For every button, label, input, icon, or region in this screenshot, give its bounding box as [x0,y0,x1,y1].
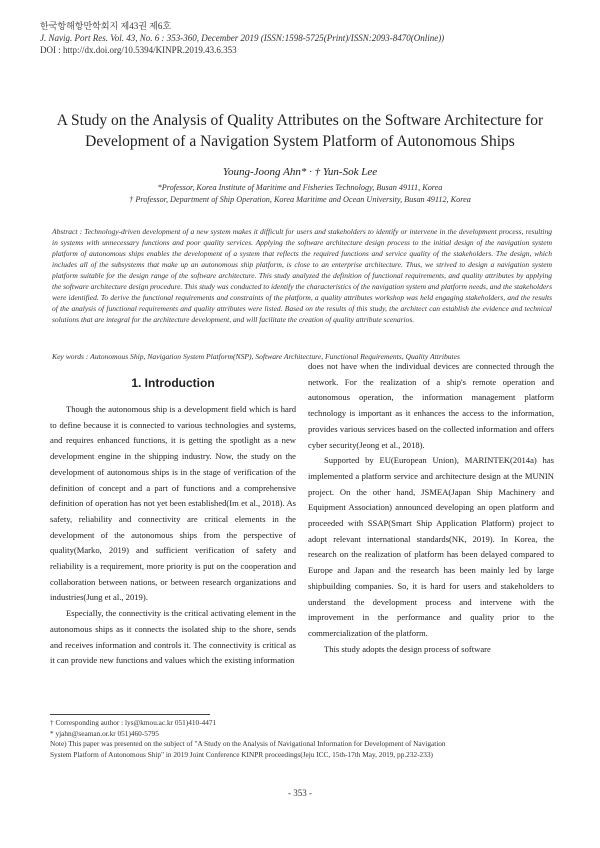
left-column [50,372,296,669]
paragraph: This study adopts the design process of software [324,643,491,654]
journal-citation: J. Navig. Port Res. Vol. 43, No. 6 : 353-360, December 2019 (ISSN:1598-5725(Print)/ISSN:2093-8470(Online)) [40,33,445,43]
section-heading: 1. Introduction [131,376,215,390]
footnote-note-line1: Note) This paper was presented on the subject of "A Study on the Analysis of Navigational Information for Development of Navigation [50,739,446,748]
paragraph: Supported by EU(European Union), MARINTEK(2014a) has implemented a platform service and architecture design at the MUNIN project. On the other hand, JSMEA(Japan Ship Machinery and Equipment Association) announced developing an open platform and proceeded with SSAP(Smart Ship Application Platform) project to adopt relevant international standards(NK, 2019). In Korea, the research on the realization of platform has been delayed compared to Europe and Japan and the research has been mainly led by large shipbuilding companies. So, it is hard for users and stakeholders to understand the development process and intervene with the improvement in the performance and quality prior to the commercialization of the platform. [308,455,554,638]
footnote-corresponding: † Corresponding author : lys@kmou.ac.kr 051)410-4471 [50,718,217,727]
journal-name-korean: 한국항해항만학회지 제43권 제6호 [40,21,172,31]
journal-header [40,20,444,56]
abstract: Abstract : Technology-driven development of a new system makes it difficult for users and stakeholders to identify or intervene in the development process, resulting in systems with unnecessary functions and poor quality services. Applying the software architecture design process to the initial design of the navigation system platform of autonomous ships enables the development of a system that reflects the required functions and service quality of the stakeholders. The design, which includes all of the subsystems that make up an autonomous ship platform, is close to an enterprise architecture. Thus, we strived to design a navigation system platform suitable for the design range of the software architecture. This study analyzed the definition of functional requirements, and quality attributes by applying the software architecture design procedure. This study was conducted to identify the characteristics of the navigation system and platform needs, and the stakeholders were identified. To derive the functional requirements and constraints of the platform, a quality attributes workshop was held engaging stakeholders, and the results of the analysis of functional requirements and quality attributes were listed. Based on the results of this study, the architect can establish the evidence and technical solutions that are integral for the architecture development, and will facilitate the creation of quality attribute scenarios. [52,227,552,324]
right-column [308,359,554,657]
footnotes [50,718,550,760]
doi-link[interactable]: DOI : http://dx.doi.org/10.5394/KINPR.2019.43.6.353 [40,45,237,55]
footnote-coauthor: * yjahn@seaman.or.kr 051)460-5795 [50,728,159,738]
affiliation-2: † Professor, Department of Ship Operation, Korea Maritime and Ocean University, Busan 49112, Korea [129,195,471,204]
paragraph: does not have when the individual devices are connected through the network. For the realization of a ship's remote operation and autonomous operation, the information management platform technology is important as it enhances the access to the information, provides various services based on the collected information and offers cyber security(Jeong et al., 2018). [308,361,554,450]
page-number: - 353 - [288,788,312,798]
paper-title: A Study on the Analysis of Quality Attributes on the Software Architecture for Development of a Navigation System Platform of Autonomous Ships [56,112,544,150]
affiliations [40,182,560,206]
footnote-note-line2: System Platform of Autonomous Ship" in 2019 Joint Conference KINPR proceedings(Jeju ICC, 15th-17th May, 2019, pp.232-233) [50,749,433,759]
keywords: Key words : Autonomous Ship, Navigation System Platform(NSP), Software Architecture, Functional Requirements, Quality Attributes [52,352,460,361]
paragraph: Especially, the connectivity is the critical activating element in the autonomous ships as it connects the isolated ship to the shore, sends and receives information and controls it. The connectivity is critical as it can provide new functions and values which the existing information [50,608,296,666]
paragraph: Though the autonomous ship is a development field which is hard to define because it is connected to various technologies and systems, and requires enhanced functions, it is getting the spotlight as a new development engine in the shipping industry. Now, the study on the development of autonomous ships is in the stage of verification of the definition of concept and a part of functions and a comprehensive definition of operation has not yet been established(Im et al., 2018). As safety, reliability and connectivity are critical elements in the development of the autonomous ships from the perspective of quality(Marko, 2019) and sufficient verification of safety and reliability is a requirement, more priority is put on the cooperation and collaboration between nations, or between research organizations and industries(Jung et al., 2019). [50,404,296,603]
affiliation-1: *Professor, Korea Institute of Maritime and Fisheries Technology, Busan 49111, Korea [157,183,443,192]
footnote-divider [50,714,210,715]
author-list: Young-Joong Ahn* · † Yun-Sok Lee [222,166,378,178]
